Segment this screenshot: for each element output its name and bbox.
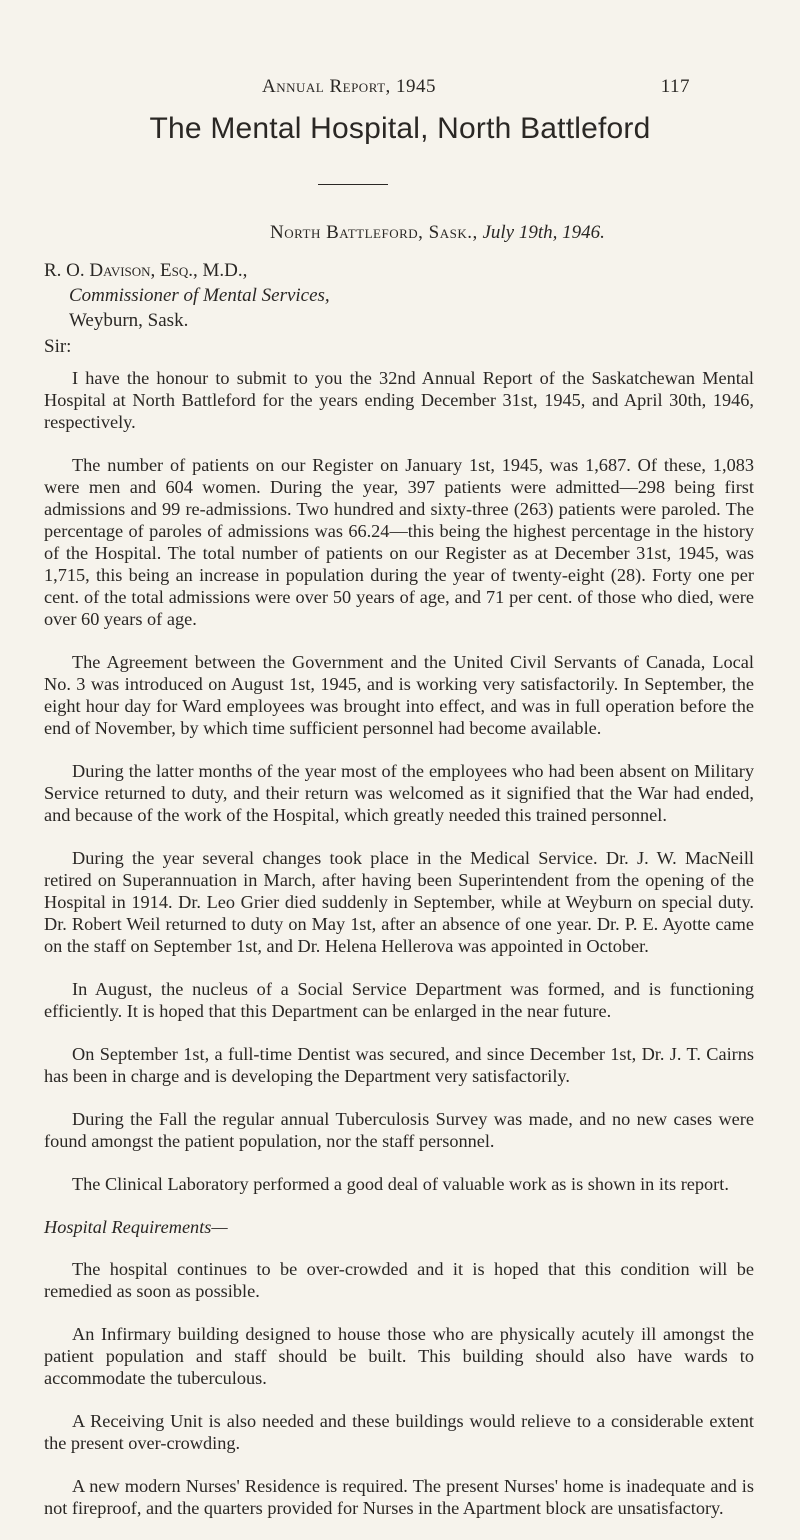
dateline-date: July 19th, 1946. (482, 222, 605, 243)
page-number: 117 (660, 76, 690, 97)
paragraph: A Receiving Unit is also needed and these buildings would relieve to a considerable extent the present over-crowding. (44, 1411, 754, 1453)
paragraph: I have the honour to submit to you the 32nd Annual Report of the Saskatchewan Mental Hospital at North Battleford for the years ending December 31st, 1945, and April 30th, 1946, respectively. (44, 368, 754, 432)
report-body (44, 367, 754, 1540)
addressee-location: Weyburn, Sask. (69, 310, 189, 331)
paragraph: During the latter months of the year most of the employees who had been absent on Military Service returned to duty, and their return was welcomed as it signified that the War had ended, and because of the work of the Hospital, which greatly needed this trained personnel. (44, 761, 754, 825)
paragraph: The Clinical Laboratory performed a good deal of valuable work as is shown in its report. (72, 1174, 729, 1194)
paragraph: The number of patients on our Register on January 1st, 1945, was 1,687. Of these, 1,083 were men and 604 women. During the year, 397 patients were admitted—298 being first admissions and 99 re-admissions. Two hundred and sixty-three (263) patients were paroled. The percentage of paroles of admissions was 66.24—this being the highest percentage in the history of the Hospital. The total number of patients on our Register as at December 31st, 1945, was 1,715, this being an increase in population during the year of twenty-eight (28). Forty one per cent. of the total admissions were over 50 years of age, and 71 per cent. of those who died, were over 60 years of age. (44, 455, 754, 629)
title-divider (318, 184, 388, 185)
addressee-role: Commissioner of Mental Services, (69, 285, 330, 306)
paragraph: During the Fall the regular annual Tuberculosis Survey was made, and no new cases were found amongst the patient population, nor the staff personnel. (44, 1109, 754, 1151)
dateline-place: North Battleford, Sask., (270, 222, 478, 243)
running-header-title: Annual Report, 1945 (262, 76, 437, 97)
running-header (262, 76, 690, 98)
section-subheading: Hospital Requirements— (44, 1217, 228, 1237)
paragraph: On September 1st, a full-time Dentist was secured, and since December 1st, Dr. J. T. Cairns has been in charge and is developing the Department very satisfactorily. (44, 1044, 754, 1086)
paragraph: A new modern Nurses' Residence is required. The present Nurses' home is inadequate and is not fireproof, and the quarters provided for Nurses in the Apartment block are unsatisfactory. (44, 1476, 754, 1518)
addressee-name: R. O. Davison, Esq., M.D., (44, 260, 248, 281)
dateline (270, 222, 605, 244)
page-title: The Mental Hospital, North Battleford (149, 112, 651, 145)
paragraph: The hospital continues to be over-crowded and it is hoped that this condition will be remedied as soon as possible. (44, 1259, 754, 1301)
paragraph: During the year several changes took place in the Medical Service. Dr. J. W. MacNeill retired on Superannuation in March, after having been Superintendent from the opening of the Hospital in 1914. Dr. Leo Grier died suddenly in September, while at Weyburn on special duty. Dr. Robert Weil returned to duty on May 1st, after an absence of one year. Dr. P. E. Ayotte came on the staff on September 1st, and Dr. Helena Hellerova was appointed in October. (44, 848, 754, 956)
salutation: Sir: (44, 336, 72, 357)
addressee-block (44, 258, 330, 333)
paragraph: An Infirmary building designed to house those who are physically acutely ill amongst the patient population and staff should be built. This building should also have wards to accommodate the tuberculous. (44, 1324, 754, 1388)
paragraph: In August, the nucleus of a Social Service Department was formed, and is functioning efficiently. It is hoped that this Department can be enlarged in the near future. (44, 979, 754, 1021)
paragraph: The Agreement between the Government and the United Civil Servants of Canada, Local No. 3 was introduced on August 1st, 1945, and is working very satisfactorily. In September, the eight hour day for Ward employees was brought into effect, and was in full operation before the end of November, by which time sufficient personnel had become available. (44, 652, 754, 738)
